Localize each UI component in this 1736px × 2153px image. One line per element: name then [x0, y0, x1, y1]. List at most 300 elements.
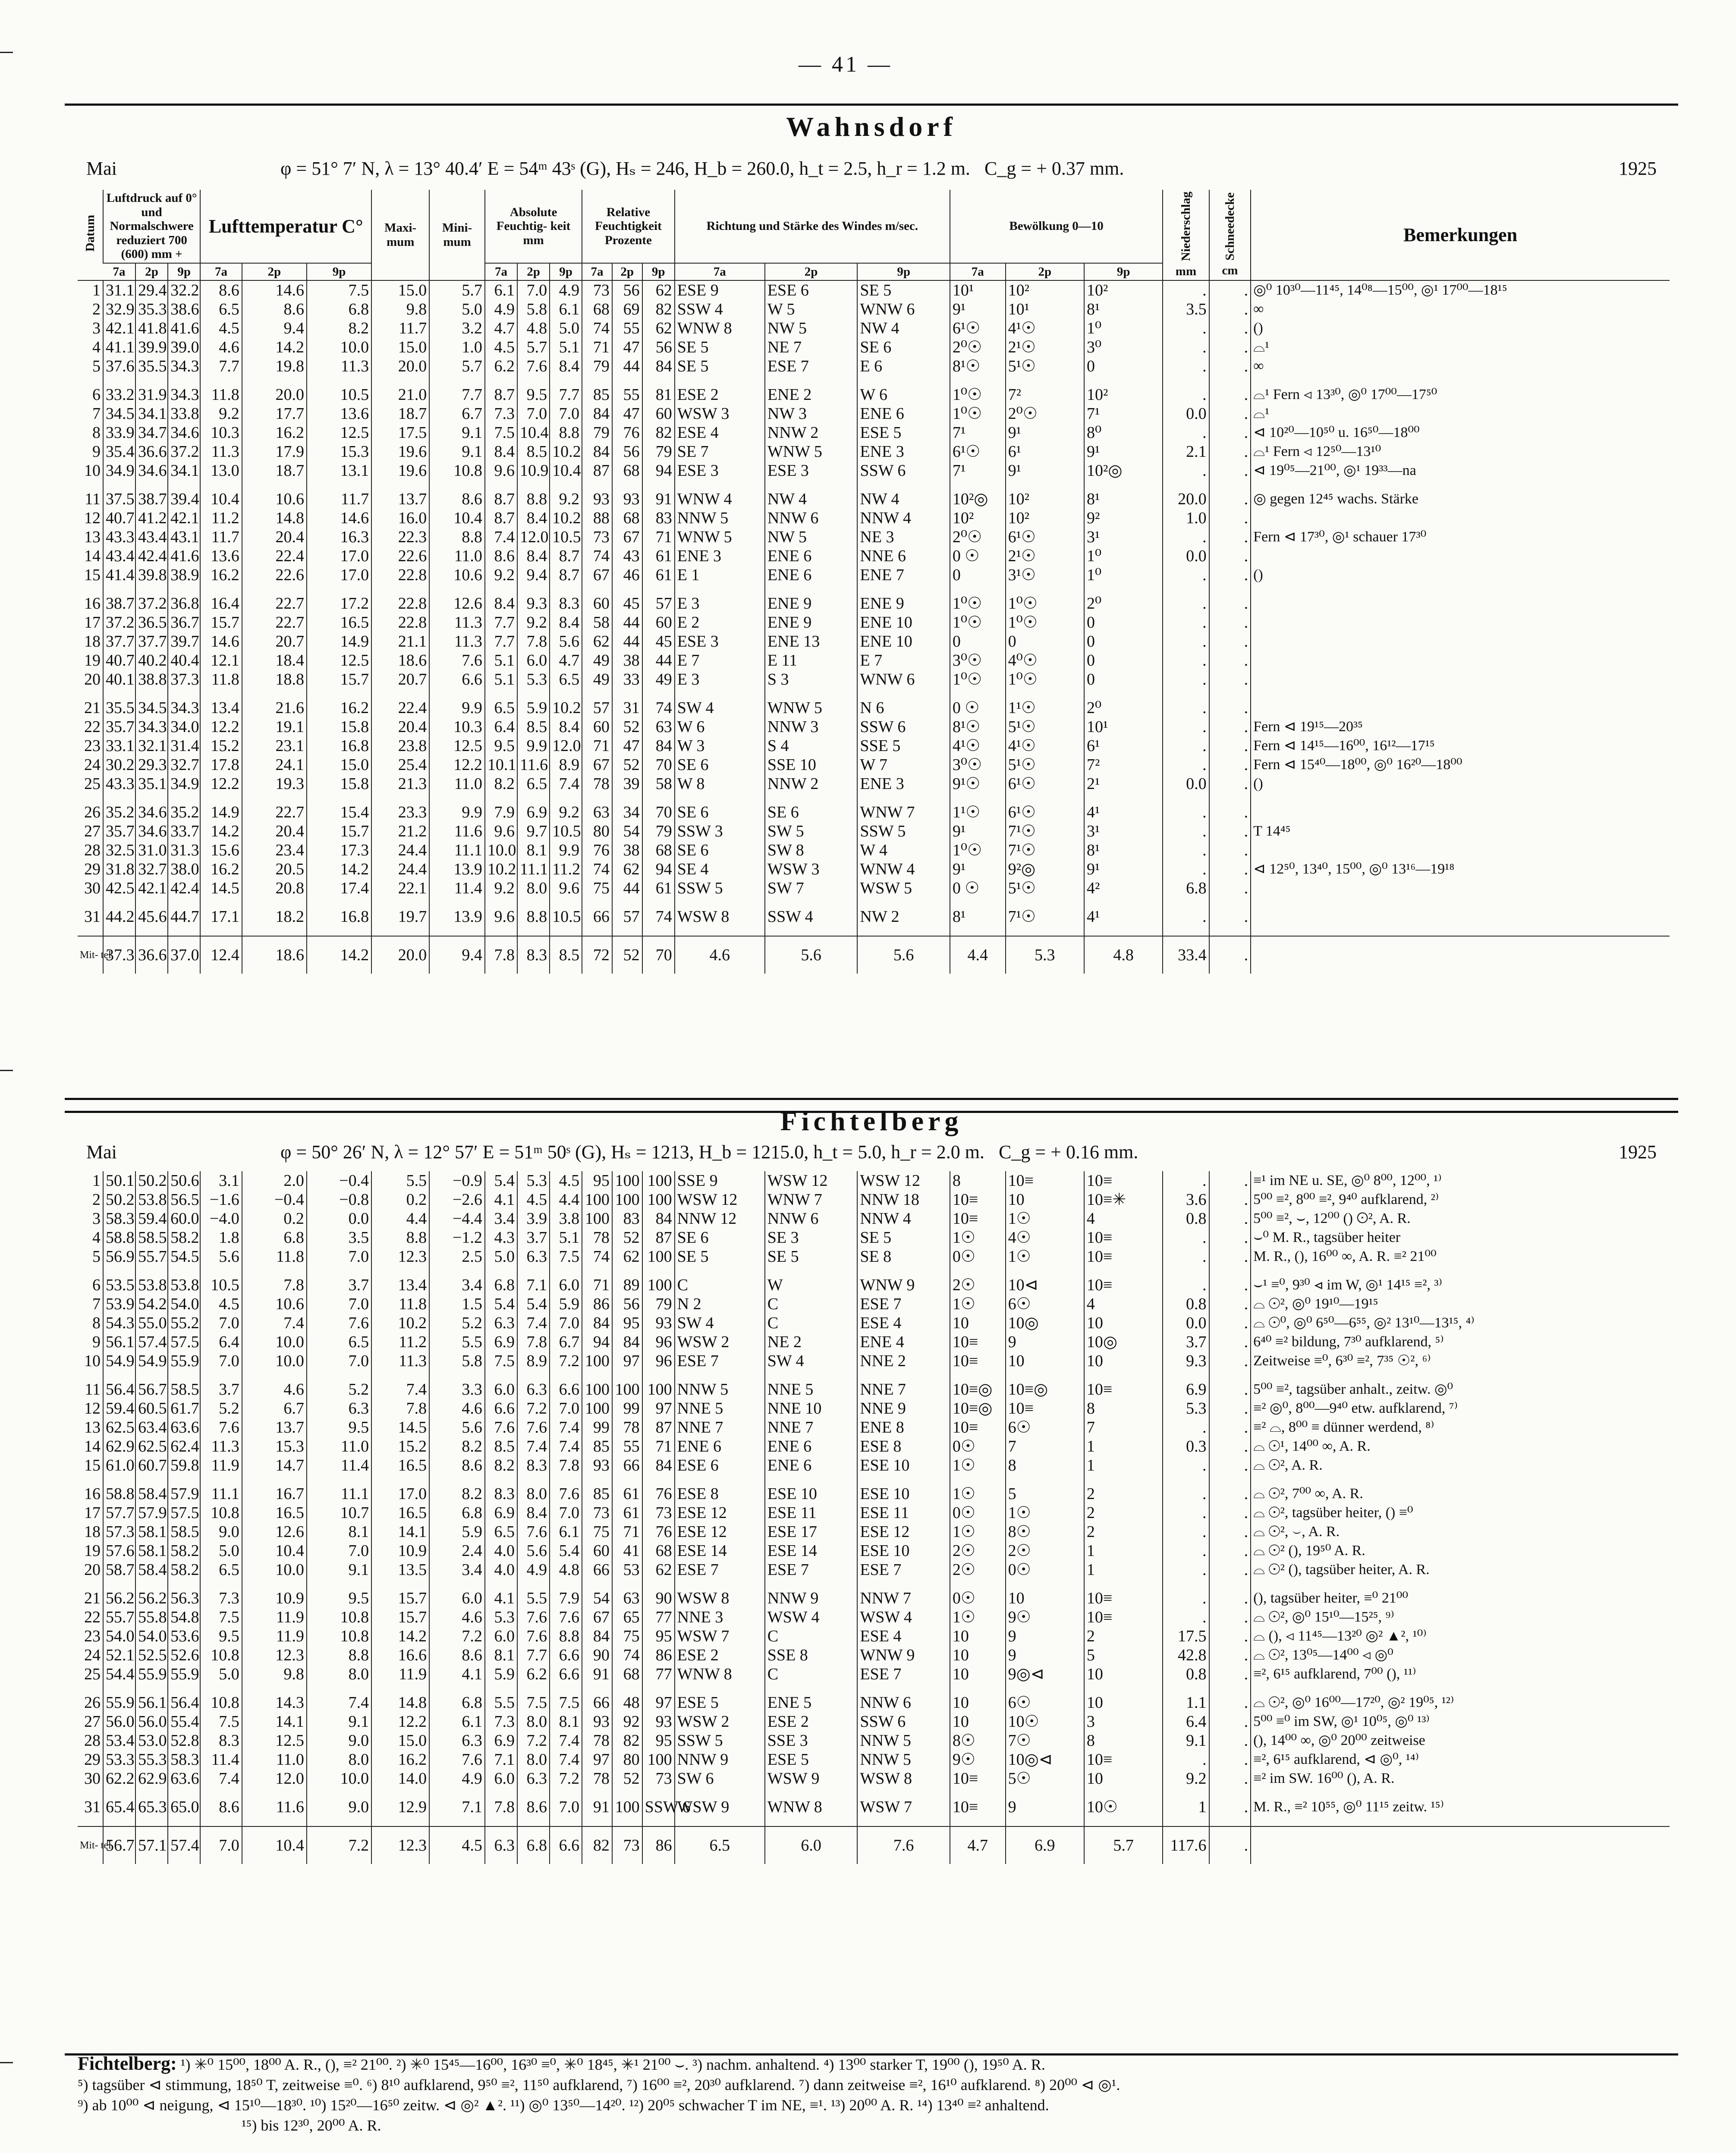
rel-hum-2p-cell: 71: [612, 1522, 642, 1541]
temp-9p-cell: 0.0: [307, 1209, 371, 1228]
wind-2p-cell: ESE 3: [765, 461, 858, 480]
cloud-9p-cell: 10◎: [1084, 1333, 1163, 1352]
rel-hum-2p-cell: 62: [612, 1247, 642, 1266]
remarks-mean: [1251, 936, 1670, 974]
abs-hum-2p-cell: 9.7: [517, 822, 550, 841]
table-row: [78, 1437, 1670, 1456]
table-row: [78, 1380, 1670, 1399]
pressure-2p-cell: 65.3: [135, 1798, 168, 1817]
wind-2p-cell: NE 7: [765, 338, 858, 357]
wind-9p-cell: WNW 4: [857, 860, 950, 879]
pressure-7a-cell: 37.6: [103, 357, 135, 376]
cloud-9p-cell: 10: [1084, 1314, 1163, 1333]
cloud-9p-cell: 9¹: [1084, 860, 1163, 879]
pressure-7a: 7a: [103, 263, 135, 280]
temp-9p-cell: 11.4: [307, 1456, 371, 1475]
temp-2p-cell: 20.0: [242, 385, 307, 404]
precipitation-cell: .: [1163, 338, 1209, 357]
rel-hum-2p-cell: 47: [612, 338, 642, 357]
wind-9p-cell: SSW 6: [857, 1712, 950, 1731]
table-row: [78, 1352, 1670, 1370]
cloud-7a-cell: 1⁰☉: [950, 594, 1006, 613]
temp-2p-cell: 16.5: [242, 1503, 307, 1522]
remarks-cell: [1251, 594, 1670, 613]
remarks-cell: 5⁰⁰ ≡², 8⁰⁰ ≡², 9⁴⁰ aufklarend, ²⁾: [1251, 1190, 1670, 1209]
pressure-2p-mean: 57.1: [135, 1826, 168, 1864]
remarks-cell: (), 14⁰⁰ ∞, ◎⁰ 20⁰⁰ zeitweise: [1251, 1731, 1670, 1750]
temp-9p-cell: 17.4: [307, 879, 371, 898]
temp-7a-cell: 11.3: [200, 442, 242, 461]
wind-2p-cell: ESE 6: [765, 280, 858, 300]
wind-9p-cell: SE 5: [857, 1228, 950, 1247]
abs-hum-7a-cell: 4.0: [485, 1560, 517, 1579]
temp-7a-cell: 7.0: [200, 1314, 242, 1333]
day-cell: 8: [92, 424, 101, 442]
temp-7a-cell: 15.7: [200, 613, 242, 632]
day-cell: 17: [84, 613, 101, 632]
rel-hum-9p-cell: 87: [642, 1228, 675, 1247]
cloud-7a-cell: 0 ☉: [950, 547, 1006, 566]
day-cell: 16: [84, 594, 101, 613]
cloud-9p-cell: 10²◎: [1084, 461, 1163, 480]
remarks-cell: ≡², 6¹⁵ aufklarend, 7⁰⁰ (), ¹¹⁾: [1251, 1665, 1670, 1684]
cloud-9p-cell: 8¹: [1084, 490, 1163, 509]
temp-7a-cell: 8.6: [200, 1798, 242, 1817]
precipitation-cell: .: [1163, 1171, 1209, 1190]
pressure-7a-cell: 31.8: [103, 860, 135, 879]
pressure-7a-cell: 43.3: [103, 528, 135, 547]
table-row: [78, 1646, 1670, 1665]
cloud-7a-cell: 10≡: [950, 1190, 1006, 1209]
header-temperature: Lufttemperatur C°: [200, 190, 371, 263]
temp-2p-cell: 2.0: [242, 1171, 307, 1190]
temp-2p-cell: 14.3: [242, 1693, 307, 1712]
temp-min-cell: 5.7: [429, 357, 485, 376]
rel-hum-9p-cell: 58: [642, 774, 675, 793]
pressure-2p-cell: 43.4: [135, 528, 168, 547]
cloud-2p-cell: 1⁰☉: [1006, 670, 1084, 689]
footnote-line: ¹⁵) bis 12³⁰, 20⁰⁰ A. R.: [242, 2117, 381, 2134]
table-row: [78, 1731, 1670, 1750]
abs-hum-2p-cell: 7.4: [517, 1437, 550, 1456]
pressure-2p-cell: 29.4: [135, 280, 168, 300]
rel-hum-7a-cell: 62: [582, 632, 612, 651]
day-cell: 24: [84, 1646, 101, 1664]
abs-hum-2p-cell: 5.9: [517, 698, 550, 717]
precipitation-cell: .: [1163, 461, 1209, 480]
wind-7a-cell: E 3: [675, 670, 765, 689]
rel-hum-2p-cell: 74: [612, 1646, 642, 1665]
temp-7a-cell: 6.4: [200, 1333, 242, 1352]
temp-min-cell: 5.0: [429, 300, 485, 319]
cloud-7a-cell: 2⁰☉: [950, 528, 1006, 547]
rel-hum-2p-cell: 84: [612, 1333, 642, 1352]
abs-hum-9p-cell: 7.7: [550, 385, 582, 404]
abs-hum-9p-cell: 12.0: [550, 736, 582, 755]
temp-7a-cell: 13.6: [200, 547, 242, 566]
pressure-7a-cell: 42.5: [103, 879, 135, 898]
cloud-9p-cell: 2⁰: [1084, 698, 1163, 717]
temp-9p-cell: 7.0: [307, 1247, 371, 1266]
day-cell: 2: [92, 300, 101, 318]
cloud-2p-cell: 10¹: [1006, 300, 1084, 319]
cloud-7a-cell: 7¹: [950, 423, 1006, 442]
wind-7a-cell: WSW 8: [675, 907, 765, 926]
rel-hum-9p-cell: 95: [642, 1627, 675, 1646]
rel-hum-7a-cell: 88: [582, 509, 612, 528]
temp-2p-cell: 11.9: [242, 1627, 307, 1646]
pressure-2p-cell: 31.9: [135, 385, 168, 404]
table-row: [78, 803, 1670, 822]
temp-9p-cell: 10.7: [307, 1503, 371, 1522]
pressure-7a-cell: 37.7: [103, 632, 135, 651]
wind-9p-cell: WNW 9: [857, 1276, 950, 1295]
cloud-9p-cell: 10≡: [1084, 1750, 1163, 1769]
wind-2p-cell: SE 5: [765, 1247, 858, 1266]
rel-hum-9p-cell: 96: [642, 1333, 675, 1352]
snow-cover-cell: .: [1209, 404, 1251, 423]
abs-hum-9p-cell: 7.6: [550, 1484, 582, 1503]
abs-hum-2p-cell: 5.3: [517, 670, 550, 689]
temp-max-cell: 15.7: [371, 1589, 429, 1608]
abs-hum-7a-cell: 7.7: [485, 632, 517, 651]
temp-2p-mean: 10.4: [242, 1826, 307, 1864]
cloud-9p-cell: 2: [1084, 1522, 1163, 1541]
cloud-2p-cell: 10◎: [1006, 1314, 1084, 1333]
mean-row: [78, 1826, 1670, 1864]
temp-max-cell: 21.1: [371, 632, 429, 651]
month-label: Mai: [86, 158, 117, 179]
abs-hum-7a-cell: 8.2: [485, 1456, 517, 1475]
temp-9p-cell: 15.8: [307, 774, 371, 793]
abs-hum-2p-mean: 8.3: [517, 936, 550, 974]
abs-hum-9p-cell: 7.0: [550, 404, 582, 423]
wind-2p-cell: W 5: [765, 300, 858, 319]
wind-7a-cell: ESE 2: [675, 1646, 765, 1665]
pressure-2p-cell: 55.0: [135, 1314, 168, 1333]
day-cell: 11: [85, 490, 101, 508]
pressure-9p-cell: 42.1: [168, 509, 200, 528]
abs-hum-7a-cell: 5.3: [485, 1608, 517, 1627]
temp-9p-cell: 17.0: [307, 547, 371, 566]
rel-7a: 7a: [582, 263, 612, 280]
abs-hum-9p-cell: 7.2: [550, 1769, 582, 1788]
abs-hum-7a-cell: 8.1: [485, 1646, 517, 1665]
pressure-2p-cell: 53.0: [135, 1731, 168, 1750]
precipitation-cell: 2.1: [1163, 442, 1209, 461]
remarks-cell: ⌓ ☉², 13⁰⁵—14⁰⁰ ⊲ ◎⁰: [1251, 1646, 1670, 1665]
table-row: [78, 879, 1670, 898]
rel-hum-2p-cell: 38: [612, 651, 642, 670]
abs-hum-2p-cell: 10.4: [517, 423, 550, 442]
temp-max-cell: 20.4: [371, 717, 429, 736]
pressure-7a-cell: 57.7: [103, 1503, 135, 1522]
cloud-9p-cell: 10≡: [1084, 1171, 1163, 1190]
abs-hum-7a-cell: 6.6: [485, 1399, 517, 1418]
abs-hum-9p-cell: 10.2: [550, 698, 582, 717]
precipitation-cell: .: [1163, 528, 1209, 547]
remarks-mean: [1251, 1826, 1670, 1864]
temp-min-cell: 11.4: [429, 879, 485, 898]
temp-7a-cell: 7.7: [200, 357, 242, 376]
temp-7a-cell: 4.6: [200, 338, 242, 357]
temp-2p-cell: 20.5: [242, 860, 307, 879]
abs-hum-2p-cell: 7.8: [517, 632, 550, 651]
temp-9p-cell: 7.0: [307, 1352, 371, 1370]
rel-hum-9p-cell: 45: [642, 632, 675, 651]
abs-hum-2p-cell: 5.7: [517, 338, 550, 357]
rel-hum-7a-cell: 79: [582, 357, 612, 376]
wind-9p-cell: ENE 10: [857, 632, 950, 651]
cloud-2p-cell: 7²: [1006, 385, 1084, 404]
group-spacer: [78, 689, 1670, 698]
pressure-9p-cell: 37.3: [168, 670, 200, 689]
remarks-cell: Fern ⊲ 14¹⁵—16⁰⁰, 16¹²—17¹⁵: [1251, 736, 1670, 755]
wind-7a-cell: WNW 8: [675, 1665, 765, 1684]
precipitation-cell: .: [1163, 1456, 1209, 1475]
header-pressure: Luftdruck auf 0° und Normalschwere reduziert 700 (600) mm +: [103, 190, 200, 263]
day-cell: 18: [84, 632, 101, 651]
temp-2p-cell: 9.8: [242, 1665, 307, 1684]
snow-cover-cell: .: [1209, 717, 1251, 736]
pressure-9p-cell: 32.7: [168, 755, 200, 774]
wind-2p-cell: NNW 9: [765, 1589, 858, 1608]
temp-7a-cell: 10.8: [200, 1693, 242, 1712]
snow-cover-cell: .: [1209, 1589, 1251, 1608]
temp-2p-cell: 18.2: [242, 907, 307, 926]
abs-hum-9p-cell: 7.4: [550, 1437, 582, 1456]
station-title: Wahnsdorf: [786, 111, 957, 142]
abs-hum-9p-cell: 8.8: [550, 423, 582, 442]
abs-hum-2p-cell: 5.6: [517, 1541, 550, 1560]
pressure-7a-cell: 54.3: [103, 1314, 135, 1333]
temp-max-cell: 22.8: [371, 594, 429, 613]
temp-7a-cell: 10.8: [200, 1646, 242, 1665]
wind-7a-cell: ESE 4: [675, 423, 765, 442]
temp-min-cell: 11.3: [429, 632, 485, 651]
rel-hum-7a-cell: 84: [582, 442, 612, 461]
pressure-2p-cell: 57.4: [135, 1333, 168, 1352]
rel-hum-7a-cell: 66: [582, 907, 612, 926]
remarks-cell: T 14⁴⁵: [1251, 822, 1670, 841]
temp-2p-cell: 10.0: [242, 1560, 307, 1579]
cloud-7a-cell: 0☉: [950, 1437, 1006, 1456]
temp-min-cell: 11.0: [429, 774, 485, 793]
pressure-9p-cell: 55.9: [168, 1665, 200, 1684]
cloud-2p-cell: 4⁰☉: [1006, 651, 1084, 670]
temp-9p-cell: 7.6: [307, 1314, 371, 1333]
pressure-2p-cell: 31.0: [135, 841, 168, 860]
table-body: [78, 280, 1670, 974]
footnote-line: Fichtelberg: ¹) ✳⁰ 15⁰⁰, 18⁰⁰ A. R., (), ≡² 21⁰⁰. ²) ✳⁰ 15⁴⁵—16⁰⁰, 16³⁰ ≡⁰, ✳⁰ 18⁴⁵, ✳¹ 21⁰⁰ ⌣. ³) nachm. anhaltend. ⁴) 13⁰⁰ starker T, 19⁰⁰ (), 19⁵⁰ A. R.: [78, 2053, 1045, 2074]
rel-hum-7a-cell: 74: [582, 319, 612, 338]
precipitation-cell: 6.9: [1163, 1380, 1209, 1399]
temp-min-cell: 5.5: [429, 1333, 485, 1352]
pressure-7a-cell: 37.5: [103, 490, 135, 509]
day-cell: 1: [92, 281, 101, 299]
table-row: [78, 442, 1670, 461]
rel-hum-9p-cell: 100: [642, 1380, 675, 1399]
rel-hum-2p-cell: 93: [612, 490, 642, 509]
abs-hum-7a-cell: 7.5: [485, 423, 517, 442]
snow-cover-cell: .: [1209, 1456, 1251, 1475]
pressure-7a-cell: 58.3: [103, 1209, 135, 1228]
day-cell: 13: [84, 528, 101, 546]
temp-7a-cell: 11.3: [200, 1437, 242, 1456]
table-row: [78, 594, 1670, 613]
cloud-7a-cell: 1☉: [950, 1608, 1006, 1627]
day-cell: 11: [85, 1380, 101, 1399]
pressure-7a-cell: 54.4: [103, 1665, 135, 1684]
cloud-9p-cell: 7: [1084, 1418, 1163, 1437]
temp-7a-cell: −4.0: [200, 1209, 242, 1228]
pressure-2p-cell: 55.9: [135, 1665, 168, 1684]
table-row: [78, 1418, 1670, 1437]
temp-7a-cell: 15.6: [200, 841, 242, 860]
wind-9p-cell: ENE 4: [857, 1333, 950, 1352]
group-spacer: [78, 1266, 1670, 1276]
precipitation-cell: 42.8: [1163, 1646, 1209, 1665]
rel-hum-9p-cell: 100: [642, 1247, 675, 1266]
temp-min-cell: 6.3: [429, 1731, 485, 1750]
snow-cover-cell: .: [1209, 1798, 1251, 1817]
cloud-9p-cell: 3¹: [1084, 822, 1163, 841]
pressure-9p-cell: 63.6: [168, 1769, 200, 1788]
group-spacer: [78, 898, 1670, 907]
pressure-2p-cell: 55.8: [135, 1608, 168, 1627]
pressure-2p-cell: 55.7: [135, 1247, 168, 1266]
pressure-2p-cell: 32.7: [135, 860, 168, 879]
snow-cover-cell: .: [1209, 385, 1251, 404]
pressure-7a-cell: 41.1: [103, 338, 135, 357]
temp-max-cell: 16.6: [371, 1646, 429, 1665]
temp-9p-cell: 8.1: [307, 1522, 371, 1541]
cloud-2p-cell: 9: [1006, 1798, 1084, 1817]
day-cell: 7: [92, 405, 101, 423]
pressure-7a-cell: 59.4: [103, 1399, 135, 1418]
pressure-9p-cell: 61.7: [168, 1399, 200, 1418]
temp-9p-cell: 13.6: [307, 404, 371, 423]
wind-7a-cell: W 8: [675, 774, 765, 793]
temp-9p-cell: 5.2: [307, 1380, 371, 1399]
temp-2p-cell: 7.8: [242, 1276, 307, 1295]
rel-hum-7a-cell: 99: [582, 1418, 612, 1437]
abs-hum-9p-cell: 5.1: [550, 1228, 582, 1247]
cloud-7a-cell: 10: [950, 1693, 1006, 1712]
wind-9p-cell: ENE 9: [857, 594, 950, 613]
cloud-9p-cell: 3⁰: [1084, 338, 1163, 357]
precipitation-cell: .: [1163, 841, 1209, 860]
temp-7a-cell: 11.8: [200, 670, 242, 689]
abs-hum-2p-cell: 8.0: [517, 1750, 550, 1769]
temp-7a-cell: 9.5: [200, 1627, 242, 1646]
snow-cover-cell: .: [1209, 594, 1251, 613]
abs-hum-7a-cell: 6.0: [485, 1380, 517, 1399]
rel-hum-2p-cell: 55: [612, 385, 642, 404]
precipitation-cell: .: [1163, 280, 1209, 300]
wind-7a-cell: ESE 6: [675, 1456, 765, 1475]
snow-cover-cell: .: [1209, 1769, 1251, 1788]
rel-hum-2p-cell: 75: [612, 1627, 642, 1646]
pressure-7a-cell: 35.7: [103, 822, 135, 841]
wind-7a-cell: E 7: [675, 651, 765, 670]
snow-cover-cell: .: [1209, 1750, 1251, 1769]
snow-cover-cell: .: [1209, 1247, 1251, 1266]
pressure-9p-cell: 39.4: [168, 490, 200, 509]
abs-hum-2p-cell: 8.5: [517, 717, 550, 736]
pressure-2p-cell: 32.1: [135, 736, 168, 755]
remarks-cell: Fern ⊲ 19¹⁵—20³⁵: [1251, 717, 1670, 736]
abs-hum-7a-cell: 9.6: [485, 822, 517, 841]
temp-9p-cell: −0.8: [307, 1190, 371, 1209]
remarks-cell: ⌓ ☉¹, 14⁰⁰ ∞, A. R.: [1251, 1437, 1670, 1456]
table-row: [78, 566, 1670, 585]
cloud-2p-cell: 2☉: [1006, 1541, 1084, 1560]
wind-9p-cell: ENE 7: [857, 566, 950, 585]
rel-hum-7a-cell: 91: [582, 1798, 612, 1817]
rel-hum-2p-cell: 61: [612, 1484, 642, 1503]
precipitation-cell: .: [1163, 1484, 1209, 1503]
pressure-7a-cell: 55.7: [103, 1608, 135, 1627]
cloud-2p-cell: 10²: [1006, 509, 1084, 528]
abs-hum-7a-cell: 7.4: [485, 528, 517, 547]
precipitation-cell: .: [1163, 357, 1209, 376]
cloud-7a-cell: 10≡: [950, 1418, 1006, 1437]
pressure-9p-cell: 39.7: [168, 632, 200, 651]
abs-hum-2p-cell: 7.1: [517, 1276, 550, 1295]
abs-hum-9p-cell: 9.9: [550, 841, 582, 860]
table-row: [78, 300, 1670, 319]
cloud-2p-cell: 10≡◎: [1006, 1380, 1084, 1399]
wind-7a-cell: E 2: [675, 613, 765, 632]
cloud-2p-cell: 1☉: [1006, 1503, 1084, 1522]
rel-hum-9p-cell: 61: [642, 879, 675, 898]
abs-hum-9p-cell: 10.5: [550, 822, 582, 841]
temp-max-cell: 13.7: [371, 490, 429, 509]
temp-max-cell: 21.0: [371, 385, 429, 404]
temp-9p-cell: 7.5: [307, 280, 371, 300]
temp-min-cell: 8.6: [429, 1456, 485, 1475]
temp-2p-cell: 14.2: [242, 338, 307, 357]
precipitation-cell: 9.1: [1163, 1731, 1209, 1750]
abs-hum-2p-cell: 8.4: [517, 509, 550, 528]
precipitation-cell: 0.8: [1163, 1209, 1209, 1228]
cloud-7a-cell: 10¹: [950, 280, 1006, 300]
temp-2p-cell: 19.8: [242, 357, 307, 376]
day-cell: 9: [92, 443, 101, 461]
temp-max-cell: 14.1: [371, 1522, 429, 1541]
wind-9p-cell: ESE 4: [857, 1627, 950, 1646]
rel-hum-9p-cell: 87: [642, 1418, 675, 1437]
remarks-cell: ⌓ ☉² (), tagsüber heiter, A. R.: [1251, 1560, 1670, 1579]
header-precip: Niederschlag mm: [1163, 190, 1209, 280]
rel-hum-9p-cell: 82: [642, 423, 675, 442]
cloud-9p-cell: 9²: [1084, 509, 1163, 528]
temp-7a-cell: 6.5: [200, 300, 242, 319]
temp-2p-cell: 6.8: [242, 1228, 307, 1247]
temp-max-cell: 23.3: [371, 803, 429, 822]
abs-hum-7a-mean: 7.8: [485, 936, 517, 974]
temp-min-cell: 8.2: [429, 1484, 485, 1503]
wind-9p-cell: NNW 5: [857, 1731, 950, 1750]
abs-hum-7a-cell: 6.2: [485, 357, 517, 376]
rel-hum-9p-cell: 77: [642, 1608, 675, 1627]
wind-9p-cell: SSW 6: [857, 717, 950, 736]
pressure-2p-cell: 34.6: [135, 461, 168, 480]
day-cell: 8: [92, 1314, 101, 1332]
remarks-cell: ⊲ 12⁵⁰, 13⁴⁰, 15⁰⁰, ◎⁰ 13¹⁶—19¹⁸: [1251, 860, 1670, 879]
table-row: [78, 1541, 1670, 1560]
